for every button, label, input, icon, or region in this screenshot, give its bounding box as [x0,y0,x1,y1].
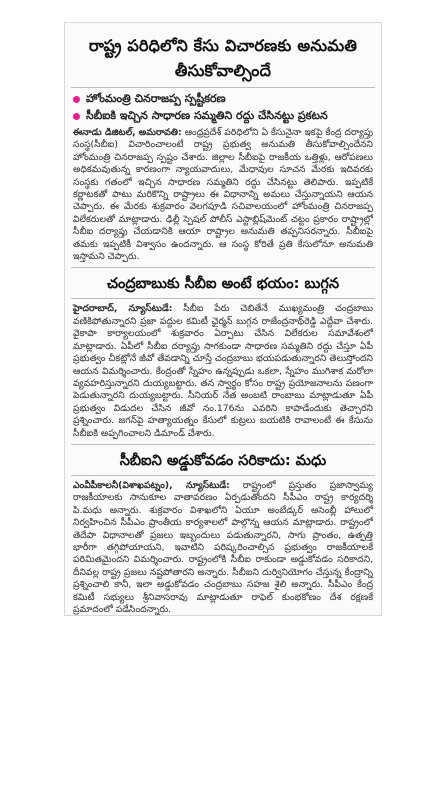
subhead-text-1: హోంమంత్రి చినరాజప్ప స్పష్టీకరణ [86,92,226,105]
third-article-body [73,480,373,616]
section-divider-2 [71,444,375,445]
article-dateline: ఈనాడు డిజిటల్, అమరావతి: [73,127,182,138]
section-divider-1 [71,267,375,268]
third-headline-divider [71,475,375,476]
second-article-body-text: సీబీఐ పేరు చెబితేనే ముఖ్యమంత్రి చంద్రబాబు వణికిపోతున్నారని ప్రజా పద్దుల కమిటీ ఛైర్మన్ బుగ్గన రాజేంద్రనాథ్‌రెడ్డి ఎద్దేవా చేశారు. వైకాపా కార్యాలయంలో శుక్రవారం ఏర్పాటు చేసిన విలేకరుల సమావేశంలో మాట్లాడారు. ఏపీలో సీబీఐ దర్యాప్తు సాగకుండా సాధారణ సమ్మతిని రద్దు చేస్తూ ఏపీ ప్రభుత్వం చీకట్లోనే జీవో తేవడాన్ని చూస్తే చంద్రబాబు భయపడుతున్నారని తెలుస్తోందని ఆయన విమర్శించారు. కేంద్రంతో స్నేహం ఉన్నప్పుడు ఒకలా, స్నేహం ముగిశాక మరోలా వ్యవహరిస్తున్నారని దుయ్యబట్టారు. తన స్వార్థం కోసం రాష్ట్ర ప్రయోజనాలను పణంగా పెడుతున్నారని దుయ్యబట్టారు. సీనియర్ నేత అంబటి రాంబాబు మాట్లాడుతూ ఏపీ ప్రభుత్వం విడుదల చేసిన జీవో నం.176ను ఎవరిని కాపాడేందుకు తెచ్చారని ప్రశ్నించారు. జగన్‌పై హత్యాయత్నం కేసులో కుట్రలు బయటికి రావాలంటే ఈ కేసును సీబీఐకి అప్పగించాలని డిమాండ్ చేశారు. [73,303,373,439]
main-headline: రాష్ట్ర పరిధిలోని కేసు విచారణకు అనుమతి తీసుకోవాల్సిందే [88,36,358,80]
third-article-dateline: ఎంవీపీకాలనీ(విశాఖపట్నం), న్యూస్‌టుడే: [73,479,230,491]
newspaper-clipping [64,22,382,616]
article-body [73,127,373,263]
article-body-text: ఆంధ్రప్రదేశ్ పరిధిలోని ఏ కేసునైనా ఇకపై కేంద్ర దర్యాప్తు సంస్థ(సీబీఐ) విచారించాలంటే రాష్ట్ర ప్రభుత్వ అనుమతి తీసుకోవాల్సిందేనని హోంమంత్రి చినరాజప్ప స్పష్టం చేశారు. జిల్లాల సీబీఐపై రాజకీయ ఒత్తిళ్లు, ఆరోపణలు అధికమవుతున్న కారణంగా న్యాయవాదులు, మేధావుల సూచన మేరకు ఇదివరకు సంస్థకు గతంలో ఇచ్చిన సాధారణ సమ్మతిని రద్దు చేసినట్టు తెలిపారు. ఇప్పటికే కర్ణాటకతో పాటు మరికొన్ని రాష్ట్రాలు ఈ విధానాన్ని అమలు చేస్తున్నాయని ఆయన చెప్పారు. ఈ మేరకు శుక్రవారం వెలగపూడి సచివాలయంలో హోంమంత్రి చినరాజప్ప విలేకరులతో మాట్లాడారు. ఢిల్లీ స్పెషల్ పోలీస్ ఎస్టాబ్లిష్‌మెంట్ చట్టం ప్రకారం రాష్ట్రాల్లో సీబీఐ దర్యాప్తు చేయడానికి ఆయా రాష్ట్రాల అనుమతి తప్పనిసరన్నారు. సీబీఐపై తమకు ఇప్పటికీ విశ్వాసం ఉందన్నారు. ఆ సంస్థ కోరితే ప్రతి కేసులోనూ అనుమతి ఇస్తామని చెప్పారు. [73,127,373,263]
second-article-dateline: హైదరాబాద్, న్యూస్‌టుడే: [73,303,173,315]
third-headline: సీబీఐని అడ్డుకోవడం సరికాదు: మధు [119,452,327,469]
subhead-bullet-2 [73,109,373,123]
second-headline-divider [71,298,375,299]
subhead-bullet-1 [73,92,373,106]
second-headline: చంద్రబాబుకు సీబీఐ అంటే భయం: బుగ్గన [106,276,340,293]
headline-divider [71,87,375,88]
second-article-body [73,303,373,439]
third-article-body-text: రాష్ట్రంలో ప్రస్తుతం ప్రజాస్వామ్య రాజకీయాలకు సానుకూల వాతావరణం ఏర్పడుతోందని సీపీఎం రాష్ట్ర కార్యదర్శి పి.మధు అన్నారు. శుక్రవారం విశాఖలోని ఏయూ అంబేడ్కర్ అసెంబ్లీ హాలులో నిర్వహించిన సీపీఎం ప్రాంతీయ కార్యశాలలో పాల్గొన్న ఆయన మాట్లాడారు. రాష్ట్రంలో తెదేపా విధానాలతో ప్రజలు ఇబ్బందులు పడుతున్నారని, సాగు ప్రాంతం, ఉత్పత్తి భారీగా తగ్గిపోయాయని, ఇవాటిని పరిష్కరించాల్సిన ప్రభుత్వం రాజకీయాలకే పరిమితమైందని విమర్శించారు. రాష్ట్రంలోకి సీబీఐ రాకుండా అడ్డుకోవడం సరికాదని, దీనివల్ల రాష్ట్ర ప్రజలు నష్టపోతారని అన్నారు. సీబీఐని దుర్వినియోగం చేస్తున్న కేంద్రాన్ని ప్రశ్నించాలి కానీ, ఇలా అడ్డుకోవడం చంద్రబాబు సహజ శైలి అన్నారు. సీపీఎం కేంద్ర కమిటీ సభ్యులు శ్రీనివాసరావు మాట్లాడుతూ రాఫెల్ కుంభకోణం దేశ రక్షణకే ప్రమాదంలో పడేసిందన్నారు. [73,479,373,615]
bullet-dot-icon [73,113,80,120]
bullet-dot-icon [73,96,80,103]
subhead-text-2: సీబీఐకి ఇచ్చిన సాధారణ సమ్మతిని రద్దు చేసినట్టు ప్రకటన [86,109,328,122]
